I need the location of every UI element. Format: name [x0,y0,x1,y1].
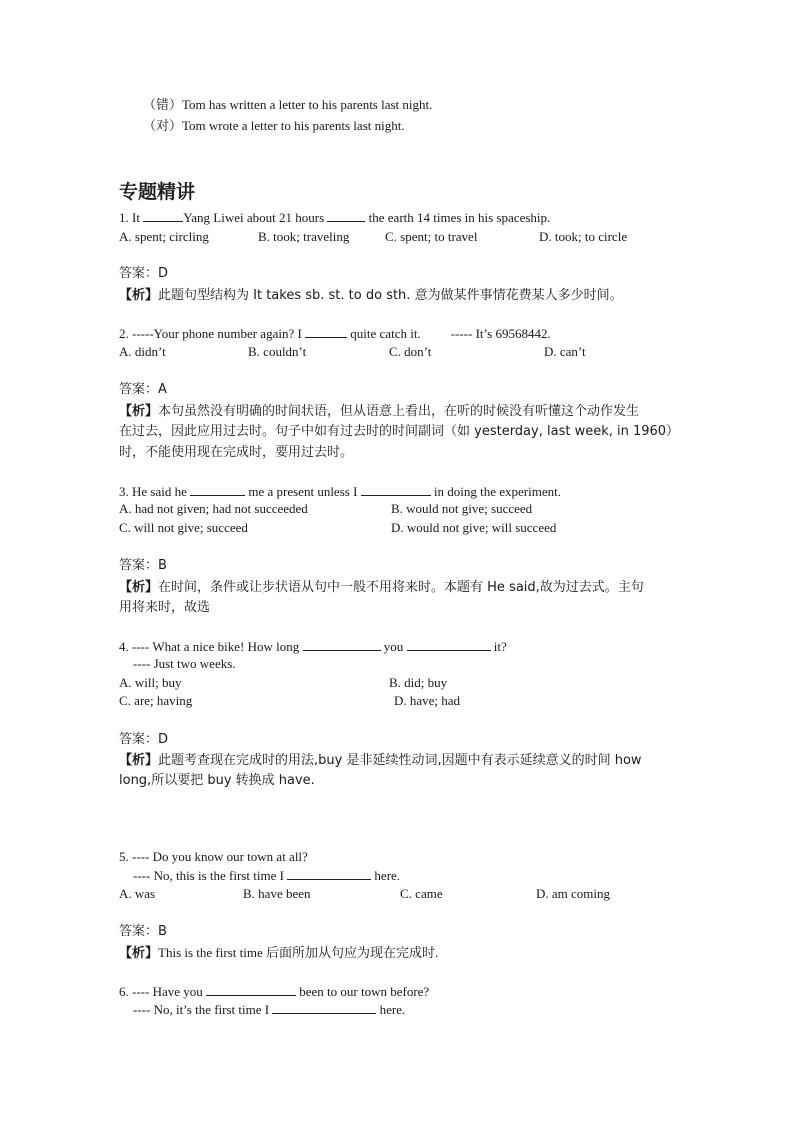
q5-option-b: B. have been [243,886,311,901]
q1-option-a: A. spent; circling [119,229,209,244]
q2-analysis-2: 在过去，因此应用过去时。句子中如有过去时的时间副词（如 yesterday, last week, in 1960） [119,424,680,439]
q1-answer: 答案：D [119,266,169,281]
q1-option-d: D. took; to circle [539,229,628,244]
q1-analysis [119,286,623,305]
q3-option-d: D. would not give; will succeed [391,520,557,535]
q5-option-c: C. came [400,886,443,901]
q3-analysis-line: 在时间，条件或让步状语从句中一般不用将来时。本题有 He said,故为过去式。主句 [158,580,644,595]
q1-analysis-tag: 【析】 [119,288,159,303]
q6-text-a: 6. ---- Have you [119,984,206,999]
wrong-sentence: Tom has written a letter to his parents last night. [182,97,433,112]
q1-blank-1 [143,208,183,222]
q5-reply [133,866,400,885]
right-sentence: Tom wrote a letter to his parents last night. [182,118,405,133]
q4-analysis-1 [119,751,642,770]
q5-analysis-tag: 【析】 [119,946,159,961]
q3-answer: 答案：B [119,558,167,573]
q2-option-d: D. can’t [544,344,586,359]
q5-answer: 答案：B [119,924,167,939]
q4-option-d: D. have; had [394,693,461,708]
q1-text-b: Yang Liwei about 21 hours [183,210,328,225]
q3-text-b: me a present unless I [245,484,361,499]
q6-reply-a: ---- No, it’s the first time I [133,1002,273,1017]
question-1 [119,208,550,227]
q4-text-c: it? [490,639,507,654]
q6-reply-b: here. [376,1002,406,1017]
q5-analysis [119,944,438,963]
q1-text-a: 1. It [119,210,144,225]
q6-blank-2 [272,1000,376,1014]
q2-analysis-3: 时，不能使用现在完成时，要用过去时。 [119,445,354,460]
q2-text-c: ----- It’s 69568442. [450,326,551,341]
q2-analysis-1 [119,402,639,421]
q1-blank-2 [327,208,365,222]
q5-option-a: A. was [119,886,156,901]
q2-text-a: 2. -----Your phone number again? I [119,326,306,341]
q4-text-a: 4. ---- What a nice bike! How long [119,639,303,654]
q4-blank-1 [303,637,381,651]
q6-text-b: been to our town before? [296,984,430,999]
q3-option-a: A. had not given; had not succeeded [119,501,308,516]
q4-option-c: C. are; having [119,693,193,708]
question-6 [119,982,429,1001]
q6-blank-1 [206,982,296,996]
q3-blank-2 [361,482,431,496]
question-2 [119,324,551,343]
q5-analysis-line: This is the first time 后面所加从句应为现在完成时. [158,945,439,960]
q2-analysis-tag: 【析】 [119,404,159,419]
right-label: （对） [143,119,183,134]
q4-option-a: A. will; buy [119,675,182,690]
q3-blank-1 [190,482,245,496]
q5-blank-1 [287,866,371,880]
q3-analysis-2: 用将来时，故选 [119,600,211,615]
q3-text-a: 3. He said he [119,484,191,499]
q3-option-b: B. would not give; succeed [391,501,533,516]
q5-reply-b: here. [371,868,401,883]
q2-analysis-line: 本句虽然没有明确的时间状语，但从语意上看出，在听的时候没有听懂这个动作发生 [158,404,640,419]
q2-option-b: B. couldn’t [248,344,307,359]
q6-reply [133,1000,405,1019]
section-title: 专题精讲 [119,181,196,203]
q5-option-d: D. am coming [536,886,611,901]
q1-option-c: C. spent; to travel [385,229,478,244]
q2-blank-1 [305,324,347,338]
q4-analysis-line: 此题考查现在完成时的用法,buy 是非延续性动词,因题中有表示延续意义的时间 how [158,753,642,768]
q2-text-b: quite catch it. [347,326,421,341]
q1-analysis-line: 此题句型结构为 It takes sb. st. to do sth. 意为做某件事情花费某人多少时间。 [158,288,623,303]
q1-text-c: the earth 14 times in his spaceship. [365,210,551,225]
wrong-example [143,96,432,115]
q3-text-c: in doing the experiment. [430,484,561,499]
q1-option-b: B. took; traveling [258,229,350,244]
right-example [143,117,405,136]
q4-option-b: B. did; buy [389,675,448,690]
q4-analysis-2: long,所以要把 buy 转换成 have. [119,773,315,788]
wrong-label: （错） [143,98,183,113]
q2-option-c: C. don’t [389,344,432,359]
q2-option-a: A. didn’t [119,344,166,359]
q4-analysis-tag: 【析】 [119,753,159,768]
q3-analysis-tag: 【析】 [119,580,159,595]
q4-reply: ---- Just two weeks. [133,656,236,671]
q5-reply-a: ---- No, this is the first time I [133,868,288,883]
q4-blank-2 [407,637,491,651]
q4-text-b: you [380,639,407,654]
q4-answer: 答案：D [119,732,169,747]
question-3 [119,482,561,501]
q3-analysis-1 [119,578,644,597]
question-4 [119,637,507,656]
q2-answer: 答案：A [119,382,167,397]
question-5: 5. ---- Do you know our town at all? [119,849,308,864]
q3-option-c: C. will not give; succeed [119,520,248,535]
